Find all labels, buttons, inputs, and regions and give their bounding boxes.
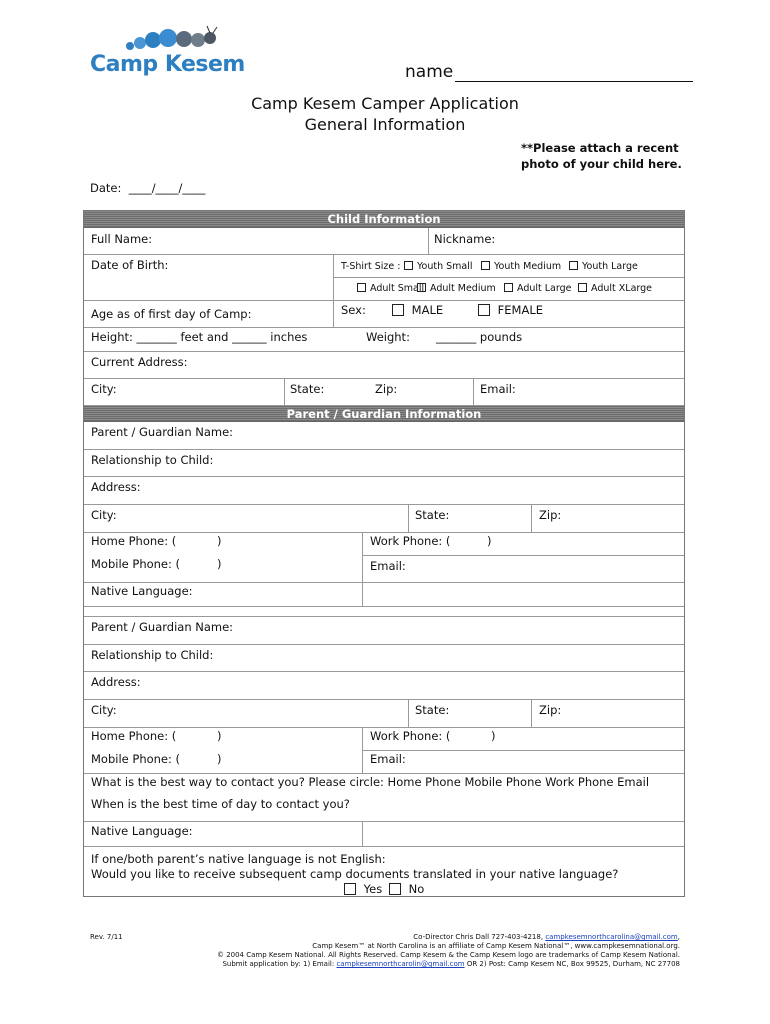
contact-way-question: What is the best way to contact you? Please circle: Home Phone Mobile Phone Work Phone Email	[91, 775, 650, 789]
application-form-table	[83, 210, 685, 897]
translation-no-option[interactable]: No	[389, 882, 424, 896]
mobile-phone-label: Mobile Phone: (	[91, 557, 181, 571]
checkbox-icon[interactable]	[478, 304, 490, 316]
checkbox-icon[interactable]	[392, 304, 404, 316]
footer-line-1: Co-Director Chris Dall 727-403-4218, campkesemnorthcarolina@gmail.com,	[413, 933, 680, 941]
size-adult-small[interactable]: Adult Small	[357, 283, 424, 294]
relationship-label: Relationship to Child:	[91, 648, 214, 662]
zip-label: Zip:	[375, 382, 398, 396]
age-sex-row	[84, 301, 684, 328]
footer-line-4: Submit application by: 1) Email: campkesemnorthcarolin@gmail.com OR 2) Post: Camp Kesem NC, Box 99525, Durham, NC 27708	[222, 960, 680, 968]
page-subtitle: General Information	[304, 115, 466, 134]
state-label: State:	[415, 703, 450, 717]
contact-time-question: When is the best time of day to contact you?	[91, 797, 350, 811]
translation-row	[84, 847, 684, 897]
date-of-birth-label: Date of Birth:	[91, 258, 169, 272]
submit-email-link[interactable]: campkesemnorthcarolin@gmail.com	[336, 960, 465, 968]
parent2-relationship-row	[84, 645, 684, 672]
height-label: Height: _______ feet and ______ inches	[91, 330, 308, 344]
tshirt-size-label: T-Shirt Size :	[341, 261, 401, 272]
dob-tshirt-row	[84, 255, 684, 301]
spacer-row	[84, 607, 684, 617]
age-label: Age as of first day of Camp:	[91, 307, 252, 321]
date-blank: ____/____/____	[128, 181, 206, 195]
parent2-language-row	[84, 822, 684, 847]
camp-kesem-logo	[88, 24, 245, 84]
english-question-1: If one/both parent’s native language is not English:	[91, 852, 386, 866]
name-rule	[455, 63, 693, 82]
full-name-row	[84, 228, 684, 255]
relationship-label: Relationship to Child:	[91, 453, 214, 467]
email-label: Email:	[370, 752, 406, 766]
revision-label: Rev. 7/11	[90, 933, 123, 941]
sex-label: Sex:	[341, 303, 366, 317]
city-label: City:	[91, 508, 117, 522]
footer-line-2: Camp Kesem™ at North Carolina is an affiliate of Camp Kesem National™, www.campkesemnational.org.	[312, 942, 680, 950]
native-language-label: Native Language:	[91, 824, 193, 838]
native-language-label: Native Language:	[91, 584, 193, 598]
home-phone-label: Home Phone: (	[91, 534, 177, 548]
attach-line-1: **Please attach a recent	[521, 141, 679, 155]
footer-line-3: © 2004 Camp Kesem National. All Rights Reserved. Camp Kesem & the Camp Kesem logo are trademarks of Camp Kesem National.	[216, 951, 680, 959]
sex-female-option[interactable]: FEMALE	[478, 303, 543, 317]
size-adult-large[interactable]: Adult Large	[504, 283, 572, 294]
contact-email-link[interactable]: campkesemnorthcarolina@gmail.com	[545, 933, 678, 941]
size-youth-small[interactable]: Youth Small	[404, 261, 473, 272]
size-adult-medium[interactable]: Adult Medium	[417, 283, 496, 294]
checkbox-icon[interactable]	[504, 283, 513, 292]
child-city-row	[84, 379, 684, 406]
city-label: City:	[91, 703, 117, 717]
pounds-label: _______ pounds	[436, 330, 523, 344]
attach-line-2: photo of your child here.	[521, 157, 682, 171]
checkbox-icon[interactable]	[569, 261, 578, 270]
checkbox-icon[interactable]	[357, 283, 366, 292]
checkbox-icon[interactable]	[481, 261, 490, 270]
size-youth-medium[interactable]: Youth Medium	[481, 261, 561, 272]
checkbox-icon[interactable]	[578, 283, 587, 292]
full-name-label: Full Name:	[91, 232, 153, 246]
nickname-label: Nickname:	[434, 232, 496, 246]
parent1-relationship-row	[84, 450, 684, 477]
work-phone-label: Work Phone: (	[370, 534, 451, 548]
city-label: City:	[91, 382, 117, 396]
parent2-name-row	[84, 617, 684, 645]
weight-label: Weight:	[366, 330, 410, 344]
parent-name-label: Parent / Guardian Name:	[91, 620, 234, 634]
zip-label: Zip:	[539, 508, 562, 522]
date-label: Date:	[90, 181, 122, 195]
name-field[interactable]	[405, 62, 693, 82]
parent1-city-row	[84, 505, 684, 533]
attach-photo-note	[521, 140, 682, 172]
english-question-2: Would you like to receive subsequent camp documents translated in your native language?	[91, 867, 619, 881]
checkbox-icon[interactable]	[344, 883, 356, 895]
parent1-address-row	[84, 477, 684, 505]
size-adult-xlarge[interactable]: Adult XLarge	[578, 283, 652, 294]
zip-label: Zip:	[539, 703, 562, 717]
address-label: Address:	[91, 480, 141, 494]
state-label: State:	[290, 382, 325, 396]
page-title: Camp Kesem Camper Application	[251, 94, 519, 113]
checkbox-icon[interactable]	[389, 883, 401, 895]
height-weight-row	[84, 328, 684, 352]
parent-information-header: Parent / Guardian Information	[84, 406, 684, 422]
size-youth-large[interactable]: Youth Large	[569, 261, 638, 272]
child-information-header: Child Information	[84, 211, 684, 228]
email-label: Email:	[480, 382, 516, 396]
parent1-name-row	[84, 422, 684, 450]
parent2-phone-row: Home Phone: ( ) Mobile Phone: ( ) Work Phone: ( ) Email:	[84, 728, 684, 774]
home-phone-label: Home Phone: (	[91, 729, 177, 743]
checkbox-icon[interactable]	[417, 283, 426, 292]
address-label: Address:	[91, 675, 141, 689]
work-phone-label: Work Phone: (	[370, 729, 451, 743]
current-address-label: Current Address:	[91, 355, 188, 369]
date-field[interactable]	[90, 181, 205, 195]
parent1-phone-row: Home Phone: ( ) Mobile Phone: ( ) Work Phone: ( ) Email:	[84, 533, 684, 583]
checkbox-icon[interactable]	[404, 261, 413, 270]
parent1-language-row	[84, 583, 684, 607]
parent2-city-row	[84, 700, 684, 728]
mobile-phone-label: Mobile Phone: (	[91, 752, 181, 766]
current-address-row	[84, 352, 684, 379]
parent-name-label: Parent / Guardian Name:	[91, 425, 234, 439]
name-label: name	[405, 62, 454, 82]
translation-yes-option[interactable]: Yes	[344, 882, 382, 896]
email-label: Email:	[370, 559, 406, 573]
logo-text: Camp Kesem	[90, 52, 245, 77]
parent2-address-row	[84, 672, 684, 700]
sex-male-option[interactable]: MALE	[392, 303, 443, 317]
state-label: State:	[415, 508, 450, 522]
contact-preference-row	[84, 774, 684, 822]
